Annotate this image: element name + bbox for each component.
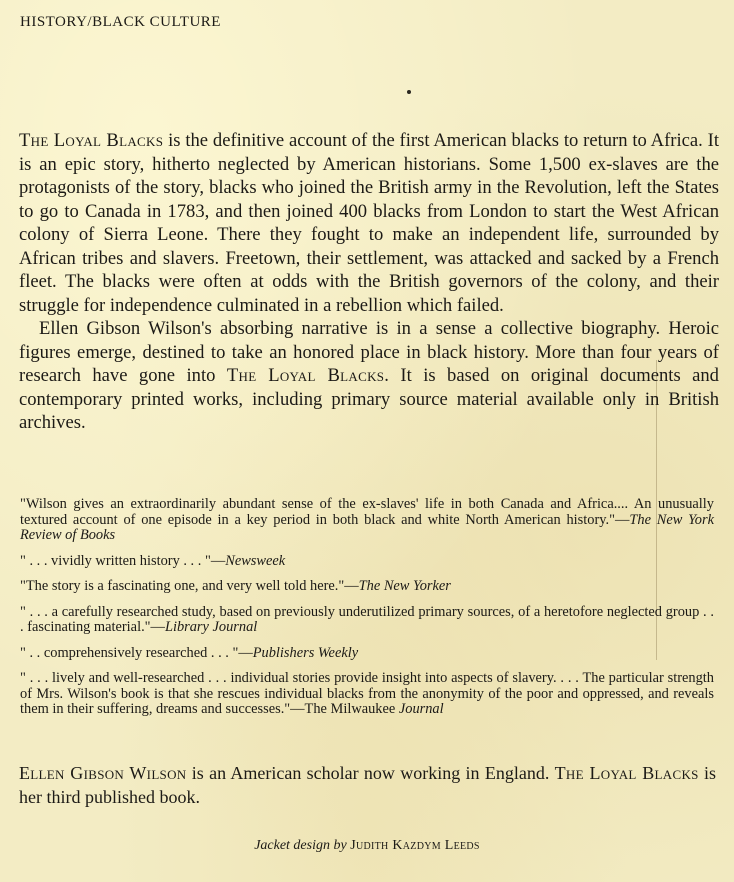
book-title: The Loyal Blacks [226, 365, 385, 386]
description-paragraph-2 [19, 317, 719, 435]
jacket-credit [0, 838, 734, 854]
quote-source: Publishers Weekly [252, 644, 359, 661]
quote-text: " . . . lively and well-researched . . . individual stories provide insight into aspects of slavery. . . . The particular strength of Mrs. Wilson's book is that she rescues individual blacks from the anonymity of the poor and oppressed, and reveals them in their suffering, dreams and successes."—The Milwaukee [20, 670, 714, 717]
review-quote [20, 579, 714, 595]
description [19, 129, 719, 435]
review-quotes [20, 497, 714, 728]
paragraph-text: Ellen Gibson Wilson's absorbing narrative is in a sense a collective biography. Heroic figures emerge, destined to take an honored place in black history. More than four years of research have gone into [19, 318, 719, 386]
book-title: The Loyal Blacks [554, 763, 699, 783]
review-quote [20, 497, 714, 544]
review-quote [20, 554, 714, 570]
quote-source: Library Journal [164, 619, 258, 635]
category-heading: HISTORY/BLACK CULTURE [20, 14, 221, 30]
quote-text: "Wilson gives an extraordinarily abundant sense of the ex-slaves' life in both Canada and Africa.... An unusually textured account of one episode in a key period in both black and white North American history."— [20, 496, 714, 528]
book-title: The Loyal Blacks [19, 130, 164, 151]
credit-label: Jacket design by [254, 838, 351, 853]
ink-speck [407, 90, 411, 94]
quote-text: " . . comprehensively researched . . . "— [20, 644, 253, 661]
quote-source: Journal [398, 701, 444, 717]
paragraph-text: is the definitive account of the first American blacks to return to Africa. It is an epic story, hitherto neglected by American historians. Some 1,500 ex-slaves are the protagonists of the story, blacks who joined the British army in the Revolution, left the States to go to Canada in 1783, and then joined 400 blacks from London to start the West African colony of Sierra Leone. There they fought to make an independent life, surrounded by African tribes and slavers. Freetown, their settlement, was attacked and sacked by a French fleet. The blacks were often at odds with the British governors of the colony, and their struggle for independence culminated in a rebellion which failed. [19, 130, 720, 316]
quote-text: "The story is a fascinating one, and very well told here."— [20, 578, 359, 594]
review-quote [20, 605, 714, 636]
review-quote [20, 646, 714, 662]
designer-name: Judith Kazdym Leeds [350, 838, 480, 853]
quote-source: Newsweek [225, 552, 286, 569]
description-paragraph-1 [19, 129, 719, 317]
bio-text: is her third published book. [19, 763, 716, 807]
author-name: Ellen Gibson Wilson [19, 763, 187, 783]
author-bio [19, 761, 716, 809]
quote-text: " . . . vividly written history . . . "— [20, 552, 226, 569]
review-quote [20, 671, 714, 718]
bio-text: is an American scholar now working in England. [186, 763, 555, 783]
paragraph-text: . It is based on original documents and contemporary printed works, including primary source material available only in British archives. [19, 365, 719, 433]
quote-source: The New Yorker [358, 578, 451, 594]
quote-source: The New York Review of Books [20, 511, 714, 543]
quote-text: " . . . a carefully researched study, based on previously underutilized primary sources, of a heretofore neglected group . . . fascinating material."— [20, 603, 714, 635]
